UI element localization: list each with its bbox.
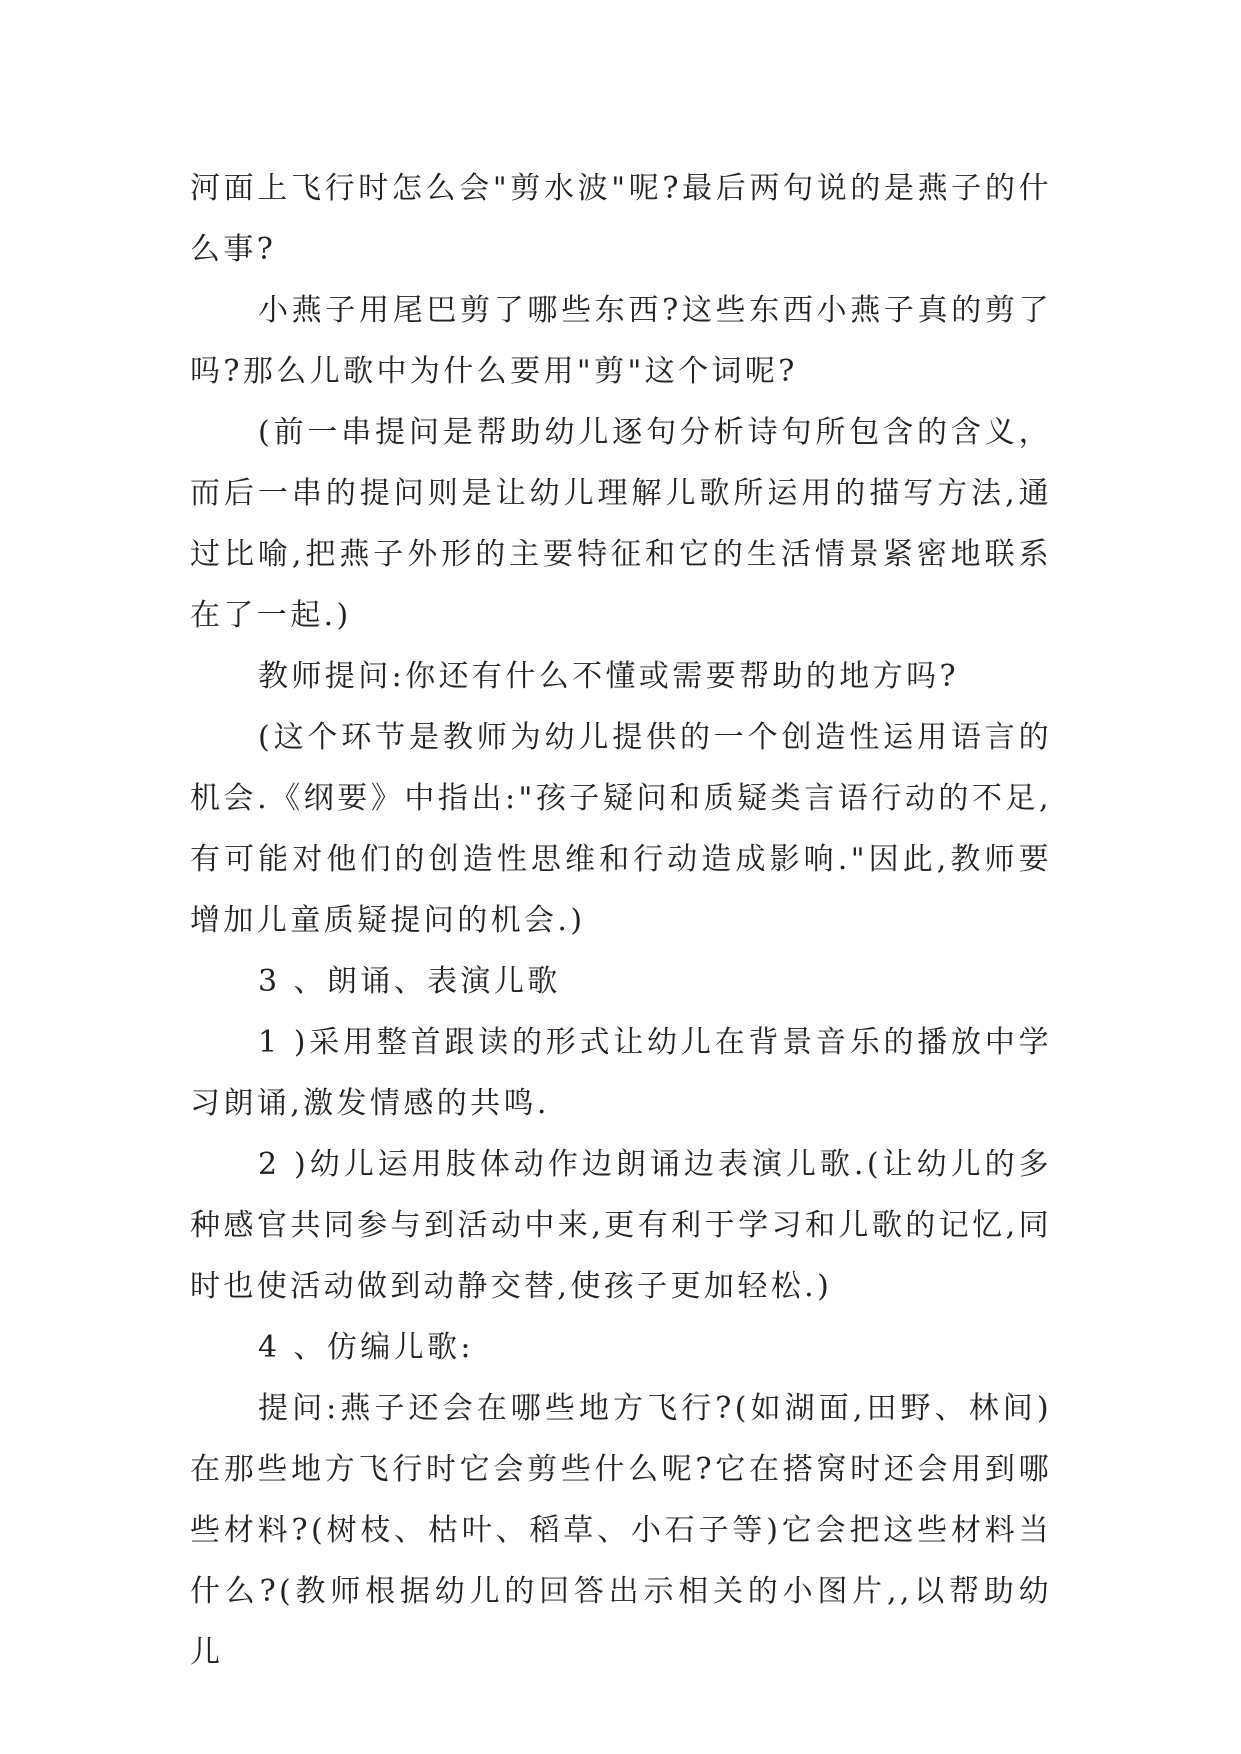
document-body	[190, 158, 1052, 1683]
section-heading-4: 4 、仿编儿歌:	[258, 1330, 474, 1365]
paragraph-4: 教师提问:你还有什么不懂或需要帮助的地方吗?	[258, 659, 959, 694]
paragraph-5: (这个环节是教师为幼儿提供的一个创造性运用语言的机会.《纲要》中指出:"孩子疑问和质疑类言语行动的不足,有可能对他们的创造性思维和行动造成影响."因此,教师要增加儿童质疑提问的机会.)	[190, 720, 1052, 938]
paragraph-1: 河面上飞行时怎么会"剪水波"呢?最后两句说的是燕子的什么事?	[190, 171, 1052, 267]
paragraph-2: 小燕子用尾巴剪了哪些东西?这些东西小燕子真的剪了吗?那么儿歌中为什么要用"剪"这个词呢?	[190, 293, 1052, 389]
paragraph-10: 提问:燕子还会在哪些地方飞行?(如湖面,田野、林间)在那些地方飞行时它会剪些什么呢?它在搭窝时还会用到哪些材料?(树枝、枯叶、稻草、小石子等)它会把这些材料当什么?(教师根据幼儿的回答出示相关的小图片,,以帮助幼儿	[190, 1391, 1052, 1670]
paragraph-8: 2 )幼儿运用肢体动作边朗诵边表演儿歌.(让幼儿的多种感官共同参与到活动中来,更有利于学习和儿歌的记忆,同时也使活动做到动静交替,使孩子更加轻松.)	[190, 1147, 1052, 1304]
paragraph-3: (前一串提问是帮助幼儿逐句分析诗句所包含的含义，而后一串的提问则是让幼儿理解儿歌所运用的描写方法,通过比喻,把燕子外形的主要特征和它的生活情景紧密地联系在了一起.)	[190, 415, 1052, 633]
paragraph-7: 1 )采用整首跟读的形式让幼儿在背景音乐的播放中学习朗诵,激发情感的共鸣.	[190, 1025, 1052, 1121]
section-heading-3: 3 、朗诵、表演儿歌	[258, 964, 561, 999]
